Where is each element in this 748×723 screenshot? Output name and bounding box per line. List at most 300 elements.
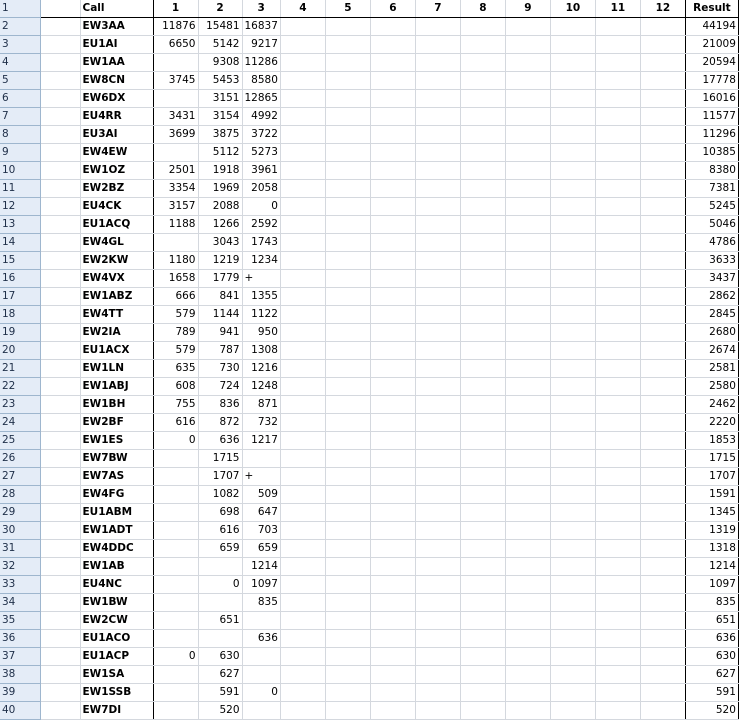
round-3-cell[interactable]: 1308 xyxy=(242,342,280,360)
round-3-cell[interactable]: 3722 xyxy=(242,126,280,144)
round-4-cell[interactable] xyxy=(280,234,325,252)
round-header[interactable]: 4 xyxy=(280,0,325,18)
result-cell[interactable]: 630 xyxy=(685,648,738,666)
round-2-cell[interactable]: 3151 xyxy=(198,90,242,108)
round-10-cell[interactable] xyxy=(550,504,595,522)
round-11-cell[interactable] xyxy=(595,594,640,612)
round-6-cell[interactable] xyxy=(370,216,415,234)
round-8-cell[interactable] xyxy=(460,162,505,180)
round-3-cell[interactable]: 0 xyxy=(242,198,280,216)
round-9-cell[interactable] xyxy=(505,486,550,504)
round-2-cell[interactable]: 1715 xyxy=(198,450,242,468)
round-header[interactable]: 9 xyxy=(505,0,550,18)
round-10-cell[interactable] xyxy=(550,90,595,108)
round-4-cell[interactable] xyxy=(280,684,325,702)
empty-cell[interactable] xyxy=(40,396,80,414)
round-9-cell[interactable] xyxy=(505,180,550,198)
round-10-cell[interactable] xyxy=(550,702,595,720)
round-2-cell[interactable]: 941 xyxy=(198,324,242,342)
round-9-cell[interactable] xyxy=(505,126,550,144)
round-11-cell[interactable] xyxy=(595,378,640,396)
round-12-cell[interactable] xyxy=(640,144,685,162)
row-number[interactable]: 22 xyxy=(0,378,40,396)
round-header[interactable]: 11 xyxy=(595,0,640,18)
round-12-cell[interactable] xyxy=(640,162,685,180)
round-3-cell[interactable]: 659 xyxy=(242,540,280,558)
round-7-cell[interactable] xyxy=(415,684,460,702)
round-9-cell[interactable] xyxy=(505,702,550,720)
round-12-cell[interactable] xyxy=(640,108,685,126)
round-3-cell[interactable]: 2592 xyxy=(242,216,280,234)
round-10-cell[interactable] xyxy=(550,432,595,450)
round-10-cell[interactable] xyxy=(550,36,595,54)
empty-cell[interactable] xyxy=(40,234,80,252)
round-3-cell[interactable]: 2058 xyxy=(242,180,280,198)
round-1-cell[interactable]: 666 xyxy=(153,288,198,306)
round-3-cell[interactable]: 509 xyxy=(242,486,280,504)
round-12-cell[interactable] xyxy=(640,612,685,630)
round-header[interactable]: 2 xyxy=(198,0,242,18)
round-7-cell[interactable] xyxy=(415,252,460,270)
round-6-cell[interactable] xyxy=(370,324,415,342)
round-10-cell[interactable] xyxy=(550,486,595,504)
round-7-cell[interactable] xyxy=(415,522,460,540)
round-11-cell[interactable] xyxy=(595,648,640,666)
call-cell[interactable]: EU1ABM xyxy=(80,504,153,522)
round-1-cell[interactable]: 3157 xyxy=(153,198,198,216)
round-12-cell[interactable] xyxy=(640,594,685,612)
round-10-cell[interactable] xyxy=(550,342,595,360)
round-10-cell[interactable] xyxy=(550,558,595,576)
round-4-cell[interactable] xyxy=(280,288,325,306)
round-1-cell[interactable]: 579 xyxy=(153,342,198,360)
round-1-cell[interactable] xyxy=(153,540,198,558)
round-2-cell[interactable]: 616 xyxy=(198,522,242,540)
call-cell[interactable]: EW1BH xyxy=(80,396,153,414)
result-cell[interactable]: 11296 xyxy=(685,126,738,144)
round-11-cell[interactable] xyxy=(595,36,640,54)
round-1-cell[interactable] xyxy=(153,630,198,648)
round-2-cell[interactable]: 1969 xyxy=(198,180,242,198)
call-cell[interactable]: EW4EW xyxy=(80,144,153,162)
round-12-cell[interactable] xyxy=(640,450,685,468)
round-6-cell[interactable] xyxy=(370,18,415,36)
round-2-cell[interactable]: 15481 xyxy=(198,18,242,36)
round-7-cell[interactable] xyxy=(415,216,460,234)
call-cell[interactable]: EW1ABJ xyxy=(80,378,153,396)
round-4-cell[interactable] xyxy=(280,90,325,108)
row-number[interactable]: 6 xyxy=(0,90,40,108)
round-12-cell[interactable] xyxy=(640,396,685,414)
round-9-cell[interactable] xyxy=(505,684,550,702)
round-7-cell[interactable] xyxy=(415,666,460,684)
round-8-cell[interactable] xyxy=(460,72,505,90)
round-3-cell[interactable]: 1234 xyxy=(242,252,280,270)
empty-cell[interactable] xyxy=(40,90,80,108)
round-7-cell[interactable] xyxy=(415,450,460,468)
call-cell[interactable]: EW7AS xyxy=(80,468,153,486)
round-5-cell[interactable] xyxy=(325,126,370,144)
round-header[interactable]: 6 xyxy=(370,0,415,18)
round-8-cell[interactable] xyxy=(460,180,505,198)
round-2-cell[interactable]: 3154 xyxy=(198,108,242,126)
round-12-cell[interactable] xyxy=(640,684,685,702)
result-cell[interactable]: 520 xyxy=(685,702,738,720)
round-7-cell[interactable] xyxy=(415,558,460,576)
round-2-cell[interactable]: 651 xyxy=(198,612,242,630)
round-12-cell[interactable] xyxy=(640,324,685,342)
result-cell[interactable]: 1319 xyxy=(685,522,738,540)
round-7-cell[interactable] xyxy=(415,630,460,648)
round-7-cell[interactable] xyxy=(415,702,460,720)
round-9-cell[interactable] xyxy=(505,234,550,252)
round-8-cell[interactable] xyxy=(460,360,505,378)
round-5-cell[interactable] xyxy=(325,414,370,432)
round-12-cell[interactable] xyxy=(640,486,685,504)
round-9-cell[interactable] xyxy=(505,396,550,414)
round-12-cell[interactable] xyxy=(640,702,685,720)
round-5-cell[interactable] xyxy=(325,180,370,198)
round-9-cell[interactable] xyxy=(505,162,550,180)
row-number[interactable]: 9 xyxy=(0,144,40,162)
round-4-cell[interactable] xyxy=(280,162,325,180)
round-6-cell[interactable] xyxy=(370,684,415,702)
round-2-cell[interactable]: 1266 xyxy=(198,216,242,234)
round-9-cell[interactable] xyxy=(505,558,550,576)
round-6-cell[interactable] xyxy=(370,198,415,216)
result-cell[interactable]: 1214 xyxy=(685,558,738,576)
call-cell[interactable]: EU1ACP xyxy=(80,648,153,666)
row-number[interactable]: 21 xyxy=(0,360,40,378)
round-5-cell[interactable] xyxy=(325,234,370,252)
round-12-cell[interactable] xyxy=(640,198,685,216)
round-7-cell[interactable] xyxy=(415,414,460,432)
round-1-cell[interactable]: 3354 xyxy=(153,180,198,198)
round-4-cell[interactable] xyxy=(280,180,325,198)
round-1-cell[interactable]: 1180 xyxy=(153,252,198,270)
round-12-cell[interactable] xyxy=(640,72,685,90)
round-3-cell[interactable]: 12865 xyxy=(242,90,280,108)
round-2-cell[interactable]: 872 xyxy=(198,414,242,432)
round-11-cell[interactable] xyxy=(595,522,640,540)
round-6-cell[interactable] xyxy=(370,630,415,648)
round-3-cell[interactable]: 732 xyxy=(242,414,280,432)
round-9-cell[interactable] xyxy=(505,342,550,360)
round-10-cell[interactable] xyxy=(550,162,595,180)
round-6-cell[interactable] xyxy=(370,342,415,360)
round-11-cell[interactable] xyxy=(595,558,640,576)
round-5-cell[interactable] xyxy=(325,216,370,234)
call-cell[interactable]: EU1ACQ xyxy=(80,216,153,234)
round-9-cell[interactable] xyxy=(505,288,550,306)
round-10-cell[interactable] xyxy=(550,108,595,126)
empty-cell[interactable] xyxy=(40,576,80,594)
round-6-cell[interactable] xyxy=(370,648,415,666)
round-7-cell[interactable] xyxy=(415,486,460,504)
round-3-cell[interactable]: 1355 xyxy=(242,288,280,306)
call-cell[interactable]: EW1AB xyxy=(80,558,153,576)
result-cell[interactable]: 8380 xyxy=(685,162,738,180)
round-9-cell[interactable] xyxy=(505,72,550,90)
round-6-cell[interactable] xyxy=(370,504,415,522)
round-2-cell[interactable]: 730 xyxy=(198,360,242,378)
round-3-cell[interactable]: 1743 xyxy=(242,234,280,252)
round-4-cell[interactable] xyxy=(280,342,325,360)
round-12-cell[interactable] xyxy=(640,522,685,540)
result-cell[interactable]: 1318 xyxy=(685,540,738,558)
round-9-cell[interactable] xyxy=(505,612,550,630)
round-1-cell[interactable] xyxy=(153,90,198,108)
round-8-cell[interactable] xyxy=(460,666,505,684)
call-cell[interactable]: EW1ADT xyxy=(80,522,153,540)
result-cell[interactable]: 1591 xyxy=(685,486,738,504)
empty-cell[interactable] xyxy=(40,306,80,324)
row-number[interactable]: 28 xyxy=(0,486,40,504)
call-cell[interactable]: EW1LN xyxy=(80,360,153,378)
call-cell[interactable]: EU4NC xyxy=(80,576,153,594)
round-8-cell[interactable] xyxy=(460,378,505,396)
round-1-cell[interactable]: 1188 xyxy=(153,216,198,234)
round-10-cell[interactable] xyxy=(550,648,595,666)
round-10-cell[interactable] xyxy=(550,684,595,702)
round-8-cell[interactable] xyxy=(460,270,505,288)
row-number[interactable]: 32 xyxy=(0,558,40,576)
round-6-cell[interactable] xyxy=(370,108,415,126)
round-8-cell[interactable] xyxy=(460,648,505,666)
round-8-cell[interactable] xyxy=(460,396,505,414)
round-7-cell[interactable] xyxy=(415,270,460,288)
round-header[interactable]: 12 xyxy=(640,0,685,18)
round-1-cell[interactable]: 3745 xyxy=(153,72,198,90)
round-10-cell[interactable] xyxy=(550,468,595,486)
row-number[interactable]: 4 xyxy=(0,54,40,72)
round-1-cell[interactable] xyxy=(153,558,198,576)
row-number[interactable]: 29 xyxy=(0,504,40,522)
call-cell[interactable]: EU1ACO xyxy=(80,630,153,648)
round-4-cell[interactable] xyxy=(280,126,325,144)
round-2-cell[interactable]: 1918 xyxy=(198,162,242,180)
result-cell[interactable]: 2220 xyxy=(685,414,738,432)
round-4-cell[interactable] xyxy=(280,594,325,612)
round-6-cell[interactable] xyxy=(370,450,415,468)
round-9-cell[interactable] xyxy=(505,36,550,54)
result-cell[interactable]: 5245 xyxy=(685,198,738,216)
round-8-cell[interactable] xyxy=(460,702,505,720)
call-cell[interactable]: EW7DI xyxy=(80,702,153,720)
round-4-cell[interactable] xyxy=(280,108,325,126)
round-11-cell[interactable] xyxy=(595,612,640,630)
round-4-cell[interactable] xyxy=(280,252,325,270)
round-11-cell[interactable] xyxy=(595,702,640,720)
round-12-cell[interactable] xyxy=(640,126,685,144)
round-2-cell[interactable]: 5112 xyxy=(198,144,242,162)
round-3-cell[interactable] xyxy=(242,702,280,720)
row-number[interactable]: 15 xyxy=(0,252,40,270)
result-cell[interactable]: 1853 xyxy=(685,432,738,450)
call-cell[interactable]: EU1ACX xyxy=(80,342,153,360)
round-7-cell[interactable] xyxy=(415,612,460,630)
round-3-cell[interactable]: 871 xyxy=(242,396,280,414)
round-4-cell[interactable] xyxy=(280,522,325,540)
empty-cell[interactable] xyxy=(40,378,80,396)
round-8-cell[interactable] xyxy=(460,36,505,54)
round-3-cell[interactable]: 8580 xyxy=(242,72,280,90)
round-12-cell[interactable] xyxy=(640,468,685,486)
call-cell[interactable]: EW4FG xyxy=(80,486,153,504)
result-cell[interactable]: 2580 xyxy=(685,378,738,396)
round-4-cell[interactable] xyxy=(280,198,325,216)
round-11-cell[interactable] xyxy=(595,288,640,306)
row-number[interactable]: 25 xyxy=(0,432,40,450)
row-number[interactable]: 26 xyxy=(0,450,40,468)
empty-cell[interactable] xyxy=(40,198,80,216)
empty-cell[interactable] xyxy=(40,684,80,702)
round-11-cell[interactable] xyxy=(595,486,640,504)
round-4-cell[interactable] xyxy=(280,396,325,414)
round-8-cell[interactable] xyxy=(460,540,505,558)
round-header[interactable]: 1 xyxy=(153,0,198,18)
round-9-cell[interactable] xyxy=(505,360,550,378)
round-7-cell[interactable] xyxy=(415,468,460,486)
round-5-cell[interactable] xyxy=(325,648,370,666)
round-5-cell[interactable] xyxy=(325,468,370,486)
round-9-cell[interactable] xyxy=(505,666,550,684)
round-2-cell[interactable]: 1144 xyxy=(198,306,242,324)
round-6-cell[interactable] xyxy=(370,666,415,684)
round-header[interactable]: 10 xyxy=(550,0,595,18)
round-4-cell[interactable] xyxy=(280,432,325,450)
empty-cell[interactable] xyxy=(40,522,80,540)
round-3-cell[interactable]: 703 xyxy=(242,522,280,540)
round-9-cell[interactable] xyxy=(505,198,550,216)
round-12-cell[interactable] xyxy=(640,252,685,270)
round-3-cell[interactable]: 11286 xyxy=(242,54,280,72)
round-7-cell[interactable] xyxy=(415,180,460,198)
round-5-cell[interactable] xyxy=(325,162,370,180)
round-4-cell[interactable] xyxy=(280,702,325,720)
round-header[interactable]: 3 xyxy=(242,0,280,18)
round-8-cell[interactable] xyxy=(460,126,505,144)
result-cell[interactable]: 10385 xyxy=(685,144,738,162)
round-6-cell[interactable] xyxy=(370,468,415,486)
empty-cell[interactable] xyxy=(40,486,80,504)
round-11-cell[interactable] xyxy=(595,504,640,522)
result-cell[interactable]: 2845 xyxy=(685,306,738,324)
result-cell[interactable]: 21009 xyxy=(685,36,738,54)
round-11-cell[interactable] xyxy=(595,414,640,432)
round-6-cell[interactable] xyxy=(370,360,415,378)
round-12-cell[interactable] xyxy=(640,36,685,54)
round-3-cell[interactable] xyxy=(242,612,280,630)
round-8-cell[interactable] xyxy=(460,486,505,504)
result-cell[interactable]: 2674 xyxy=(685,342,738,360)
round-10-cell[interactable] xyxy=(550,396,595,414)
round-6-cell[interactable] xyxy=(370,306,415,324)
round-10-cell[interactable] xyxy=(550,288,595,306)
round-3-cell[interactable]: 1097 xyxy=(242,576,280,594)
round-3-cell[interactable]: 647 xyxy=(242,504,280,522)
round-7-cell[interactable] xyxy=(415,36,460,54)
call-cell[interactable]: EU3AI xyxy=(80,126,153,144)
round-9-cell[interactable] xyxy=(505,54,550,72)
round-8-cell[interactable] xyxy=(460,54,505,72)
round-2-cell[interactable]: 724 xyxy=(198,378,242,396)
round-11-cell[interactable] xyxy=(595,576,640,594)
round-8-cell[interactable] xyxy=(460,288,505,306)
row-number[interactable]: 36 xyxy=(0,630,40,648)
row-number[interactable]: 2 xyxy=(0,18,40,36)
round-1-cell[interactable]: 0 xyxy=(153,648,198,666)
round-9-cell[interactable] xyxy=(505,576,550,594)
round-4-cell[interactable] xyxy=(280,504,325,522)
round-12-cell[interactable] xyxy=(640,234,685,252)
row-number[interactable]: 39 xyxy=(0,684,40,702)
round-2-cell[interactable]: 1779 xyxy=(198,270,242,288)
round-5-cell[interactable] xyxy=(325,684,370,702)
result-cell[interactable]: 1707 xyxy=(685,468,738,486)
round-8-cell[interactable] xyxy=(460,504,505,522)
round-9-cell[interactable] xyxy=(505,450,550,468)
row-number[interactable]: 40 xyxy=(0,702,40,720)
round-2-cell[interactable]: 3875 xyxy=(198,126,242,144)
round-10-cell[interactable] xyxy=(550,522,595,540)
round-4-cell[interactable] xyxy=(280,216,325,234)
empty-cell[interactable] xyxy=(40,180,80,198)
round-4-cell[interactable] xyxy=(280,144,325,162)
round-6-cell[interactable] xyxy=(370,486,415,504)
round-6-cell[interactable] xyxy=(370,576,415,594)
round-8-cell[interactable] xyxy=(460,558,505,576)
round-9-cell[interactable] xyxy=(505,324,550,342)
round-12-cell[interactable] xyxy=(640,648,685,666)
round-8-cell[interactable] xyxy=(460,108,505,126)
round-7-cell[interactable] xyxy=(415,162,460,180)
round-10-cell[interactable] xyxy=(550,252,595,270)
round-12-cell[interactable] xyxy=(640,576,685,594)
round-11-cell[interactable] xyxy=(595,108,640,126)
round-4-cell[interactable] xyxy=(280,378,325,396)
round-6-cell[interactable] xyxy=(370,558,415,576)
round-1-cell[interactable] xyxy=(153,234,198,252)
round-10-cell[interactable] xyxy=(550,126,595,144)
round-2-cell[interactable]: 0 xyxy=(198,576,242,594)
round-9-cell[interactable] xyxy=(505,270,550,288)
result-cell[interactable]: 835 xyxy=(685,594,738,612)
round-11-cell[interactable] xyxy=(595,198,640,216)
round-2-cell[interactable]: 836 xyxy=(198,396,242,414)
round-8-cell[interactable] xyxy=(460,522,505,540)
round-8-cell[interactable] xyxy=(460,612,505,630)
round-4-cell[interactable] xyxy=(280,468,325,486)
round-10-cell[interactable] xyxy=(550,54,595,72)
round-1-cell[interactable] xyxy=(153,144,198,162)
round-11-cell[interactable] xyxy=(595,90,640,108)
round-10-cell[interactable] xyxy=(550,234,595,252)
empty-cell[interactable] xyxy=(40,414,80,432)
row-number[interactable]: 8 xyxy=(0,126,40,144)
round-4-cell[interactable] xyxy=(280,324,325,342)
empty-cell[interactable] xyxy=(40,702,80,720)
round-1-cell[interactable] xyxy=(153,666,198,684)
round-5-cell[interactable] xyxy=(325,144,370,162)
round-12-cell[interactable] xyxy=(640,540,685,558)
round-5-cell[interactable] xyxy=(325,324,370,342)
round-2-cell[interactable]: 841 xyxy=(198,288,242,306)
round-3-cell[interactable] xyxy=(242,648,280,666)
round-12-cell[interactable] xyxy=(640,18,685,36)
round-10-cell[interactable] xyxy=(550,198,595,216)
row-number[interactable]: 24 xyxy=(0,414,40,432)
